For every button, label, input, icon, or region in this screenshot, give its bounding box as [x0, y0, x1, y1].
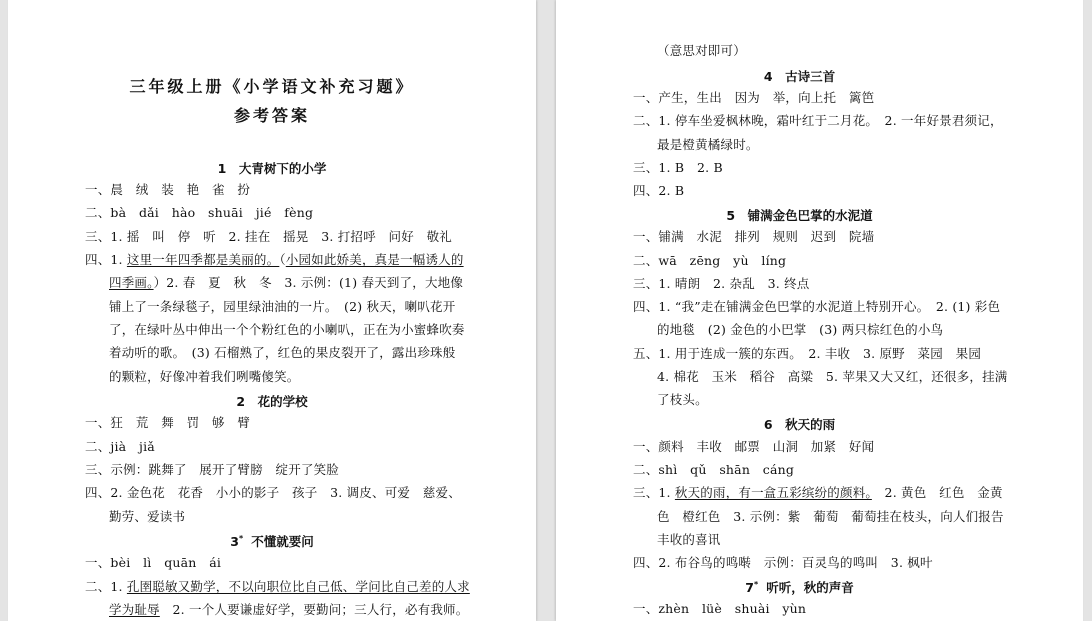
- answer-text: 二、1.: [85, 579, 127, 594]
- section-7-heading: [556, 578, 1063, 596]
- section-1-heading: 1 大青树下的小学: [217, 161, 327, 176]
- answer-line: [633, 485, 1003, 501]
- answer-line: 二、shì qǔ shān cáng: [633, 462, 795, 477]
- underlined-answer: 秋天的雨，有一盒五彩缤纷的颜料。: [674, 485, 872, 500]
- answer-text: ）2. 春 夏 秋 冬 3. 示例：(1) 春天到了，大地像: [153, 275, 464, 290]
- answer-line: [109, 602, 468, 618]
- answer-line: （意思对即可）: [657, 43, 746, 58]
- answer-line: [85, 579, 470, 595]
- answer-line: 一、晨 绒 装 艳 雀 扮: [85, 182, 251, 197]
- answer-line: 色 橙红色 3. 示例：紫 葡萄 葡萄挂在枝头，向人们报告: [657, 509, 1004, 524]
- answer-text: （: [279, 252, 286, 267]
- answer-line: 了，在绿叶丛中伸出一个个粉红色的小喇叭，正在为小蜜蜂吹奏: [109, 322, 465, 337]
- answer-line: 丰收的喜讯: [657, 532, 721, 547]
- optional-star: *: [754, 579, 759, 589]
- section-2-heading: 2 花的学校: [236, 394, 308, 409]
- answer-line: 铺上了一条绿毯子，园里绿油油的一片。 (2) 秋天，喇叭花开: [109, 299, 456, 314]
- answer-line: 三、示例：跳舞了 展开了臂膀 绽开了笑脸: [85, 462, 340, 477]
- answer-line: 勤劳、爱读书: [109, 509, 186, 524]
- optional-star: *: [239, 533, 244, 543]
- answer-line: 三、1. 摇 叫 停 听 2. 挂在 摇晃 3. 打招呼 问好 敬礼: [85, 229, 452, 244]
- doc-title: 三年级上册《小学语文补充习题》: [129, 77, 415, 96]
- answer-line: 一、产生，生出 因为 举，向上托 篱笆: [633, 90, 875, 105]
- doc-subtitle: 参考答案: [233, 106, 310, 125]
- answer-line: 4. 棉花 玉米 稻谷 高粱 5. 苹果又大又红，还很多，挂满: [657, 369, 1008, 384]
- underlined-answer: 小园如此娇美，真是一幅诱人的: [285, 252, 464, 267]
- answer-line: 四、2. 布谷鸟的鸣啭 示例：百灵鸟的鸣叫 3. 枫叶: [633, 555, 933, 570]
- section-4-heading: 4 古诗三首: [763, 69, 836, 84]
- section-number: 3: [230, 534, 239, 549]
- answer-line: 四、2. B: [633, 183, 685, 198]
- answer-line: 二、1. 停车坐爱枫林晚，霜叶红于二月花。 2. 一年好景君须记，: [633, 113, 1003, 128]
- answer-line: 一、bèi lì quān ái: [85, 555, 222, 570]
- answer-text: 2. 一个人要谦虚好学，要勤问；三人行，必有我师。: [159, 602, 469, 617]
- section-title: 不懂就要问: [251, 534, 314, 549]
- answer-line: 一、狂 荒 舞 罚 够 臂: [85, 415, 251, 430]
- answer-line: 二、jià jiǎ: [85, 439, 155, 454]
- section-6-heading: 6 秋天的雨: [763, 417, 836, 432]
- answer-line: 三、1. 晴朗 2. 杂乱 3. 终点: [633, 276, 810, 291]
- answer-line: 五、1. 用于连成一簇的东西。 2. 丰收 3. 原野 菜园 果园: [633, 346, 982, 361]
- underlined-answer: 孔圉聪敏又勤学，不以向职位比自己低、学问比自己差的人求: [126, 579, 470, 594]
- section-number: 7: [745, 580, 754, 595]
- answer-text: 四、1.: [85, 252, 127, 267]
- answer-line: 二、wā zēng yù líng: [633, 253, 787, 268]
- answer-line: 四、2. 金色花 花香 小小的影子 孩子 3. 调皮、可爱 慈爱、: [85, 485, 461, 500]
- answer-line: 四、1. “我”走在铺满金色巴掌的水泥道上特别开心。 2. (1) 彩色: [633, 299, 1001, 314]
- answer-line: 一、zhèn lüè shuài yùn: [633, 601, 807, 616]
- answer-line: 三、1. B 2. B: [633, 160, 723, 175]
- answer-line: [109, 275, 463, 291]
- answer-text: 2. 黄色 红色 金黄: [871, 485, 1003, 500]
- answer-line: 的地毯 (2) 金色的小巴掌 (3) 两只棕红色的小鸟: [657, 322, 944, 337]
- answer-text: 三、1.: [633, 485, 675, 500]
- section-5-heading: 5 铺满金色巴掌的水泥道: [726, 208, 873, 223]
- answer-line: [85, 252, 464, 268]
- answer-line: 二、bà dǎi hào shuāi jié fèng: [85, 205, 314, 220]
- answer-line: 一、铺满 水泥 排列 规则 迟到 院墙: [633, 229, 875, 244]
- underlined-answer: 学为耻辱: [109, 602, 160, 617]
- right-page: [556, 0, 1083, 621]
- left-page: [8, 0, 536, 621]
- section-title: 听听，秋的声音: [766, 580, 854, 595]
- answer-line: 一、颜料 丰收 邮票 山洞 加紧 好闻: [633, 439, 875, 454]
- underlined-answer: 四季画。: [109, 275, 154, 290]
- answer-line: 着动听的歌。 (3) 石榴熟了，红色的果皮裂开了，露出珍珠般: [109, 345, 456, 360]
- answer-line: 的颗粒，好像冲着我们咧嘴傻笑。: [109, 369, 300, 384]
- section-3-heading: [8, 532, 536, 550]
- answer-line: 最是橙黄橘绿时。: [657, 137, 759, 152]
- underlined-answer: 这里一年四季都是美丽的。: [126, 252, 280, 267]
- answer-line: 了枝头。: [657, 392, 708, 407]
